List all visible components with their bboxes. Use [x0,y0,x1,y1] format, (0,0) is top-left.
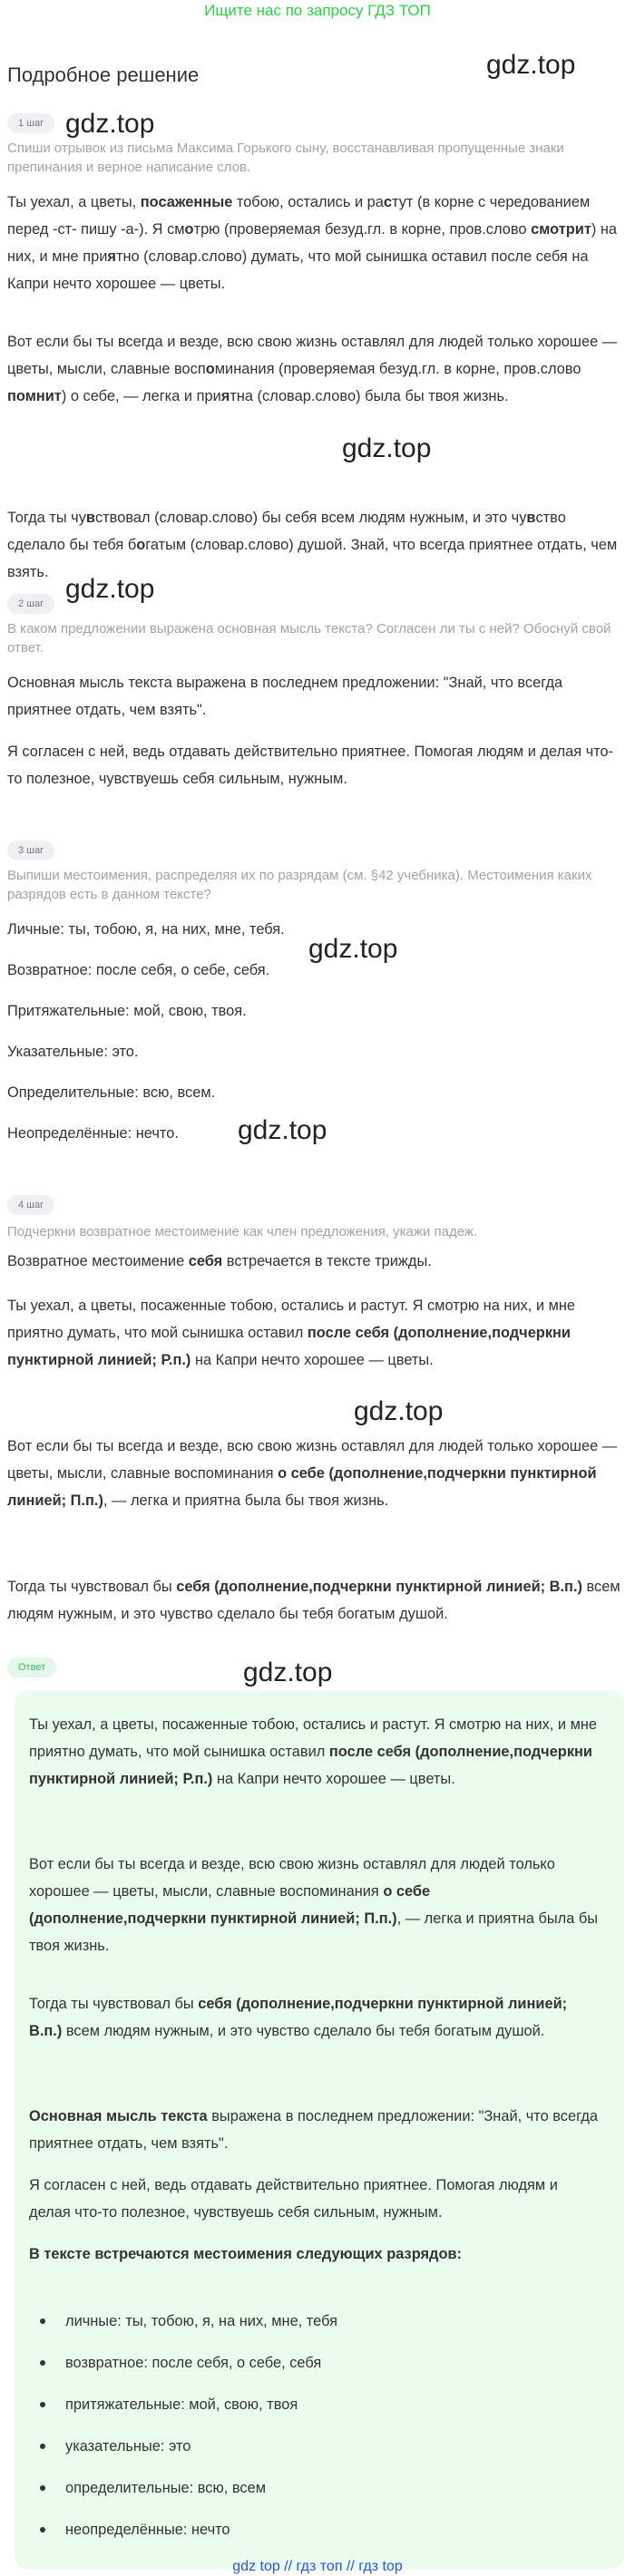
section-title: Подробное решение [7,63,200,86]
answer-paragraph: Вот если бы ты всегда и везде, всю свою жизнь оставлял для людей только хорошее — цветы, мысли, славные воспоминания о себе (дополнение,подчеркни пунктирной линией; П.п.), — легка и приятна была бы твоя жизнь. [7,1438,618,1509]
bullet-icon [40,2402,45,2407]
pronoun-list [29,2312,601,2562]
watermark: gdz.top [65,574,155,604]
answer-paragraph: Основная мысль текста выражена в последнем предложении: "Знай, что всегда приятнее отдать, чем взять". [7,675,563,718]
bullet-icon [40,2485,45,2491]
task-text: Спиши отрывок из письма Максима Горького сыну, восстанавливая пропущенные знаки препинания и верное написание слов. [7,141,564,175]
list-item: указательные: это [29,2437,601,2479]
bullet-icon [40,2360,45,2366]
answer-paragraph: Возвратное местоимение себя встречается в тексте трижды. [7,1253,432,1269]
bullet-icon [40,2318,45,2324]
watermark: gdz.top [486,50,576,80]
footer-links[interactable]: gdz top // гдз топ // гдз top [232,2559,403,2574]
search-banner: Ищите нас по запросу ГДЗ ТОП [204,2,431,19]
bullet-icon [40,2444,45,2449]
list-item: личные: ты, тобою, я, на них, мне, тебя [29,2312,601,2354]
watermark: gdz.top [238,1115,327,1145]
pronoun-category: Личные: ты, тобою, я, на них, мне, тебя. [7,921,285,938]
list-item: возвратное: после себя, о себе, себя [29,2354,601,2396]
answer-paragraph: Тогда ты чувствовал (словар.слово) бы себя всем людям нужным, и это чувство сделало бы тебя богатым (словар.слово) душой. Знай, что всегда приятнее отдать, чем взять. [7,510,618,580]
list-item: притяжательные: мой, свою, твоя [29,2396,601,2437]
watermark: gdz.top [342,433,432,463]
task-text: Подчеркни возвратное местоимение как член предложения, укажи падеж. [7,1224,478,1239]
answer-paragraph: Ты уехал, а цветы, посаженные тобою, остались и растут (в корне с чередованием перед -ст- пишу -а-). Я смотрю (проверяемая безуд.гл. в корне, пров.слово смотрит) на них, и мне приятно (словар.слово) думать, что мой сынишка оставил после себя на Капри нечто хорошее — цветы. [7,194,618,292]
answer-paragraph: Вот если бы ты всегда и везде, всю свою жизнь оставлял для людей только хорошее — цветы, мысли, славные воспоминания о себе (дополнение,подчеркни пунктирной линией; П.п.), — легка и приятна была бы твоя жизнь. [29,1856,599,1954]
pronoun-category: Притяжательные: мой, свою, твоя. [7,1003,247,1019]
pronoun-category: Определительные: всю, всем. [7,1084,216,1101]
answer-paragraph: Ты уехал, а цветы, посаженные тобою, остались и растут. Я смотрю на них, и мне приятно думать, что мой сынишка оставил после себя (дополнение,подчеркни пунктирной линией; Р.п.) на Капри нечто хорошее — цветы. [7,1298,576,1368]
answer-paragraph: Я согласен с ней, ведь отдавать действительно приятнее. Помогая людям и делая что-то полезное, чувствуешь себя сильным, нужным. [7,744,614,787]
list-item: неопределённые: нечто [29,2521,601,2562]
answer-paragraph: Тогда ты чувствовал бы себя (дополнение,подчеркни пунктирной линией; В.п.) всем людям нужным, и это чувство сделало бы тебя богатым душой. [29,1996,568,2039]
answer-paragraph: Основная мысль текста выражена в последнем предложении: "Знай, что всегда приятнее отдать, чем взять". [29,2108,599,2152]
task-text: В каком предложении выражена основная мысль текста? Согласен ли ты с ней? Обоснуй свой ответ. [7,621,611,656]
bullet-icon [40,2527,45,2532]
watermark: gdz.top [65,109,155,139]
answer-paragraph: Ты уехал, а цветы, посаженные тобою, остались и растут. Я смотрю на них, и мне приятно думать, что мой сынишка оставил после себя (дополнение,подчеркни пунктирной линией; Р.п.) на Капри нечто хорошее — цветы. [29,1716,598,1787]
watermark: gdz.top [243,1657,333,1687]
list-item: определительные: всю, всем [29,2479,601,2521]
step-badge: 3 шаг [7,841,54,860]
pronoun-category: Неопределённые: нечто. [7,1125,179,1142]
pronoun-category: Возвратное: после себя, о себе, себя. [7,962,270,978]
step-badge: 1 шаг [7,113,54,133]
answer-paragraph: Тогда ты чувствовал бы себя (дополнение,подчеркни пунктирной линией; В.п.) всем людям нужным, и это чувство сделало бы тебя богатым душой. [7,1579,620,1622]
answer-paragraph: Вот если бы ты всегда и везде, всю свою жизнь оставлял для людей только хорошее — цветы, мысли, славные воспоминания (проверяемая безуд.гл. в корне, пров.слово помнит) о себе, — легка и приятна (словар.слово) была бы твоя жизнь. [7,334,618,404]
answer-paragraph: Я согласен с ней, ведь отдавать действительно приятнее. Помогая людям и делая что-то полезное, чувствуешь себя сильным, нужным. [29,2177,558,2221]
watermark: gdz.top [354,1396,444,1426]
task-text: Выпиши местоимения, распределяя их по разрядам (см. §42 учебника). Местоимения каких разрядов есть в данном тексте? [7,868,592,902]
answer-badge: Ответ [7,1657,56,1677]
pronoun-category: Указательные: это. [7,1044,139,1060]
list-title: В тексте встречаются местоимения следующих разрядов: [29,2246,463,2262]
step-badge: 2 шаг [7,594,54,614]
step-badge: 4 шаг [7,1195,54,1215]
watermark: gdz.top [308,934,398,964]
